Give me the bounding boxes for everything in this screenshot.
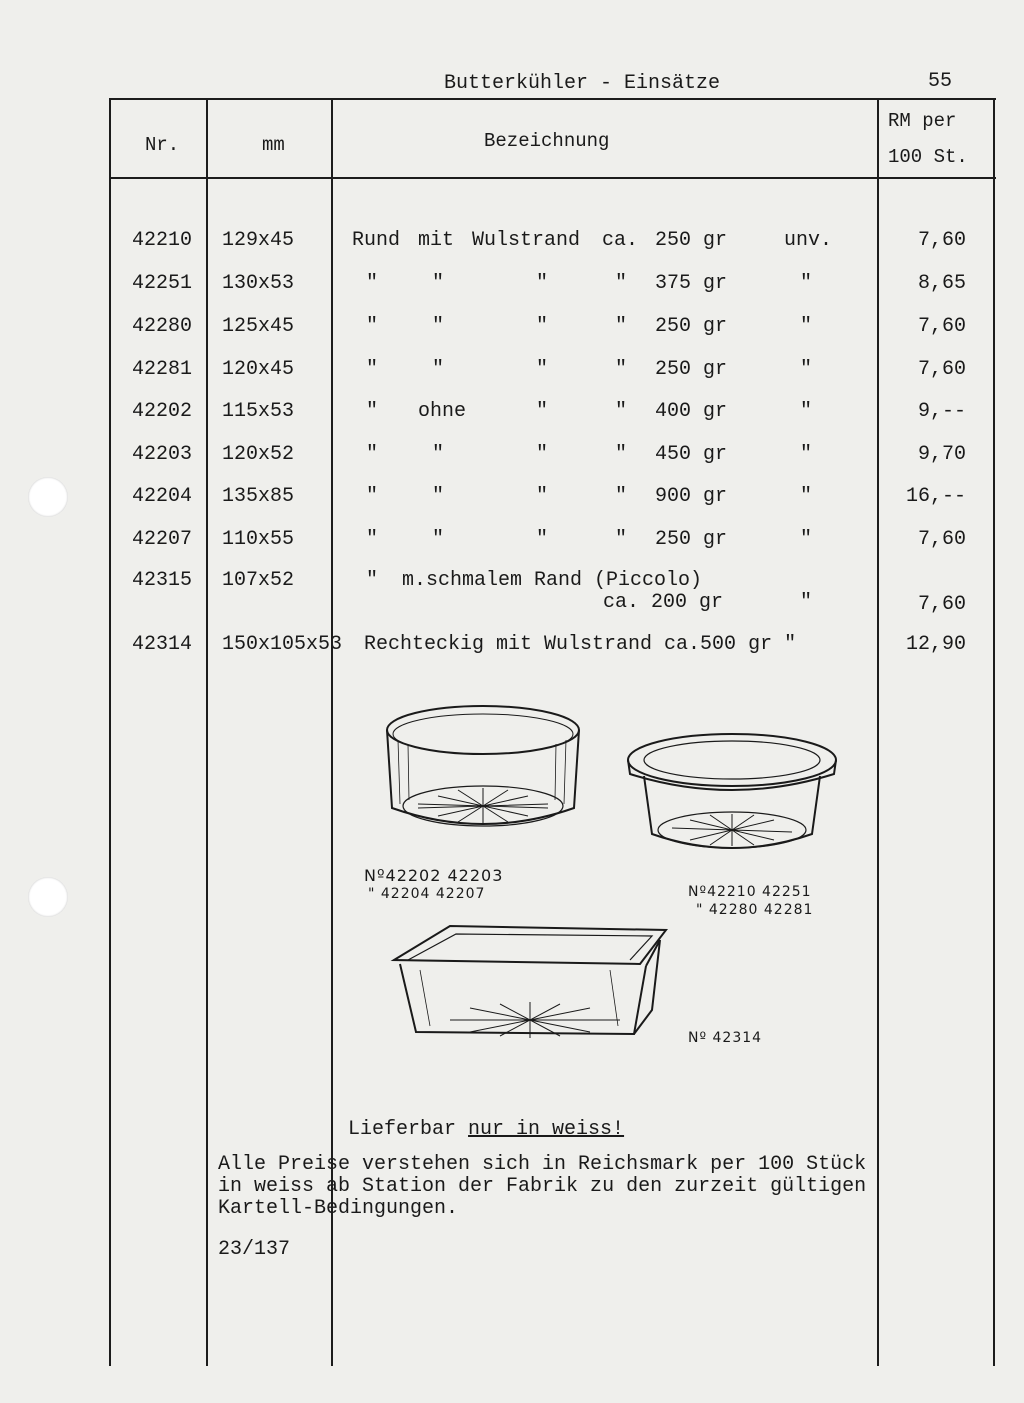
table-row (0, 272, 1024, 298)
cell-price: 7,60 (917, 229, 966, 252)
availability-note (348, 1118, 624, 1142)
cell-desc-3: " (536, 358, 549, 381)
cell-desc-3: " (536, 485, 549, 508)
table-row (0, 229, 1024, 255)
cell-desc-4: ca. (602, 229, 639, 252)
cell-desc-3: " (536, 528, 549, 551)
round-dish-illustration (378, 700, 588, 840)
cell-desc-3: Wulstrand (472, 229, 581, 252)
cell-desc-1: Rund (352, 229, 401, 252)
availability-prefix: Lieferbar (348, 1118, 469, 1141)
cell-weight: 250 gr (655, 528, 728, 551)
price-note-line3: Kartell-Bedingungen. (218, 1197, 459, 1220)
table-row (0, 633, 1024, 659)
round-dish-rim-illustration (622, 730, 842, 860)
rectangular-dish-illustration (390, 920, 670, 1050)
cell-desc-2: ohne (418, 400, 467, 423)
column-header-price-line1: RM per (888, 110, 957, 132)
reference-number: 23/137 (218, 1238, 291, 1261)
table-row (0, 400, 1024, 426)
cell-mm: 110x55 (222, 528, 295, 551)
cell-weight: 400 gr (655, 400, 728, 423)
cell-desc-3: " (536, 443, 549, 466)
cell-nr: 42251 (132, 272, 193, 295)
cell-mm: 135x85 (222, 485, 295, 508)
cell-finish: " (800, 400, 813, 423)
table-row (0, 485, 1024, 511)
table-row (0, 358, 1024, 384)
page-title: Butterkühler - Einsätze (444, 72, 721, 95)
caption-bottom: Nº 42314 (688, 1030, 763, 1046)
cell-nr: 42203 (132, 443, 193, 466)
table-row (0, 569, 1024, 619)
cell-price: 7,60 (917, 528, 966, 551)
cell-weight: 375 gr (655, 272, 728, 295)
cell-finish: " (800, 591, 813, 614)
cell-desc-1: " (366, 358, 379, 381)
cell-mm: 120x52 (222, 443, 295, 466)
caption-left-line2: " 42204 42207 (368, 886, 486, 902)
cell-price: 7,60 (917, 358, 966, 381)
cell-price: 7,60 (917, 315, 966, 338)
cell-weight: 450 gr (655, 443, 728, 466)
cell-price: 8,65 (917, 272, 966, 295)
cell-nr: 42314 (132, 633, 193, 656)
page-number: 55 (928, 70, 953, 93)
cell-weight: 250 gr (655, 229, 728, 252)
cell-desc-2: " (432, 443, 445, 466)
cell-desc-2: mit (418, 229, 455, 252)
cell-mm: 107x52 (222, 569, 295, 592)
cell-mm: 120x45 (222, 358, 295, 381)
availability-emphasis: nur in weiss! (468, 1118, 625, 1141)
column-header-mm: mm (262, 134, 285, 156)
cell-desc-4: " (615, 315, 628, 338)
cell-desc-3: " (536, 400, 549, 423)
cell-price: 16,-- (905, 485, 966, 508)
cell-desc-1: " (366, 272, 379, 295)
price-note-line1: Alle Preise verstehen sich in Reichsmark per 100 Stück (218, 1153, 867, 1176)
cell-price: 12,90 (905, 633, 966, 656)
cell-desc-4: " (615, 528, 628, 551)
cell-desc-4: " (615, 485, 628, 508)
table-row (0, 315, 1024, 341)
column-header-price-line2: 100 St. (888, 146, 968, 168)
cell-finish: unv. (784, 229, 833, 252)
cell-mm: 150x105x53 (222, 633, 343, 656)
cell-mm: 129x45 (222, 229, 295, 252)
table-top-rule (110, 98, 996, 100)
cell-mm: 130x53 (222, 272, 295, 295)
cell-price: 9,-- (917, 400, 966, 423)
cell-nr: 42281 (132, 358, 193, 381)
column-header-bezeichnung: Bezeichnung (484, 130, 610, 152)
table-row (0, 443, 1024, 469)
cell-finish: " (800, 272, 813, 295)
table-row (0, 528, 1024, 554)
cell-desc-2: " (432, 358, 445, 381)
cell-desc-1: " (366, 315, 379, 338)
cell-desc-line2: ca. 200 gr (603, 591, 724, 614)
cell-desc-1: " (366, 528, 379, 551)
cell-desc-3: " (536, 272, 549, 295)
cell-desc-4: " (615, 358, 628, 381)
caption-left-line1: Nº42202 42203 (364, 866, 504, 885)
caption-right-line2: " 42280 42281 (696, 902, 814, 918)
cell-price: 7,60 (917, 593, 966, 616)
cell-nr: 42207 (132, 528, 193, 551)
cell-weight: 250 gr (655, 358, 728, 381)
cell-finish: " (800, 315, 813, 338)
cell-desc: Rechteckig mit Wulstrand ca.500 gr " (364, 633, 797, 656)
cell-desc-1: " (366, 400, 379, 423)
cell-nr: 42315 (132, 569, 193, 592)
cell-nr: 42202 (132, 400, 193, 423)
cell-desc-line1: " m.schmalem Rand (Piccolo) (366, 569, 703, 592)
caption-right-line1: Nº42210 42251 (688, 884, 812, 900)
cell-finish: " (800, 443, 813, 466)
price-note-line2: in weiss ab Station der Fabrik zu den zurzeit gültigen (218, 1175, 867, 1198)
cell-desc-2: " (432, 485, 445, 508)
cell-desc-3: " (536, 315, 549, 338)
punch-hole-bottom (28, 877, 68, 917)
cell-desc-4: " (615, 272, 628, 295)
cell-mm: 115x53 (222, 400, 295, 423)
cell-weight: 250 gr (655, 315, 728, 338)
table-header-rule (110, 177, 996, 179)
cell-desc-1: " (366, 485, 379, 508)
cell-nr: 42280 (132, 315, 193, 338)
cell-desc-2: " (432, 272, 445, 295)
column-header-nr: Nr. (145, 134, 180, 156)
cell-desc-2: " (432, 528, 445, 551)
cell-price: 9,70 (917, 443, 966, 466)
cell-nr: 42204 (132, 485, 193, 508)
cell-desc-4: " (615, 443, 628, 466)
cell-desc-1: " (366, 443, 379, 466)
cell-desc-4: " (615, 400, 628, 423)
cell-nr: 42210 (132, 229, 193, 252)
cell-mm: 125x45 (222, 315, 295, 338)
cell-finish: " (800, 528, 813, 551)
cell-finish: " (800, 358, 813, 381)
cell-desc-2: " (432, 315, 445, 338)
cell-finish: " (800, 485, 813, 508)
cell-weight: 900 gr (655, 485, 728, 508)
